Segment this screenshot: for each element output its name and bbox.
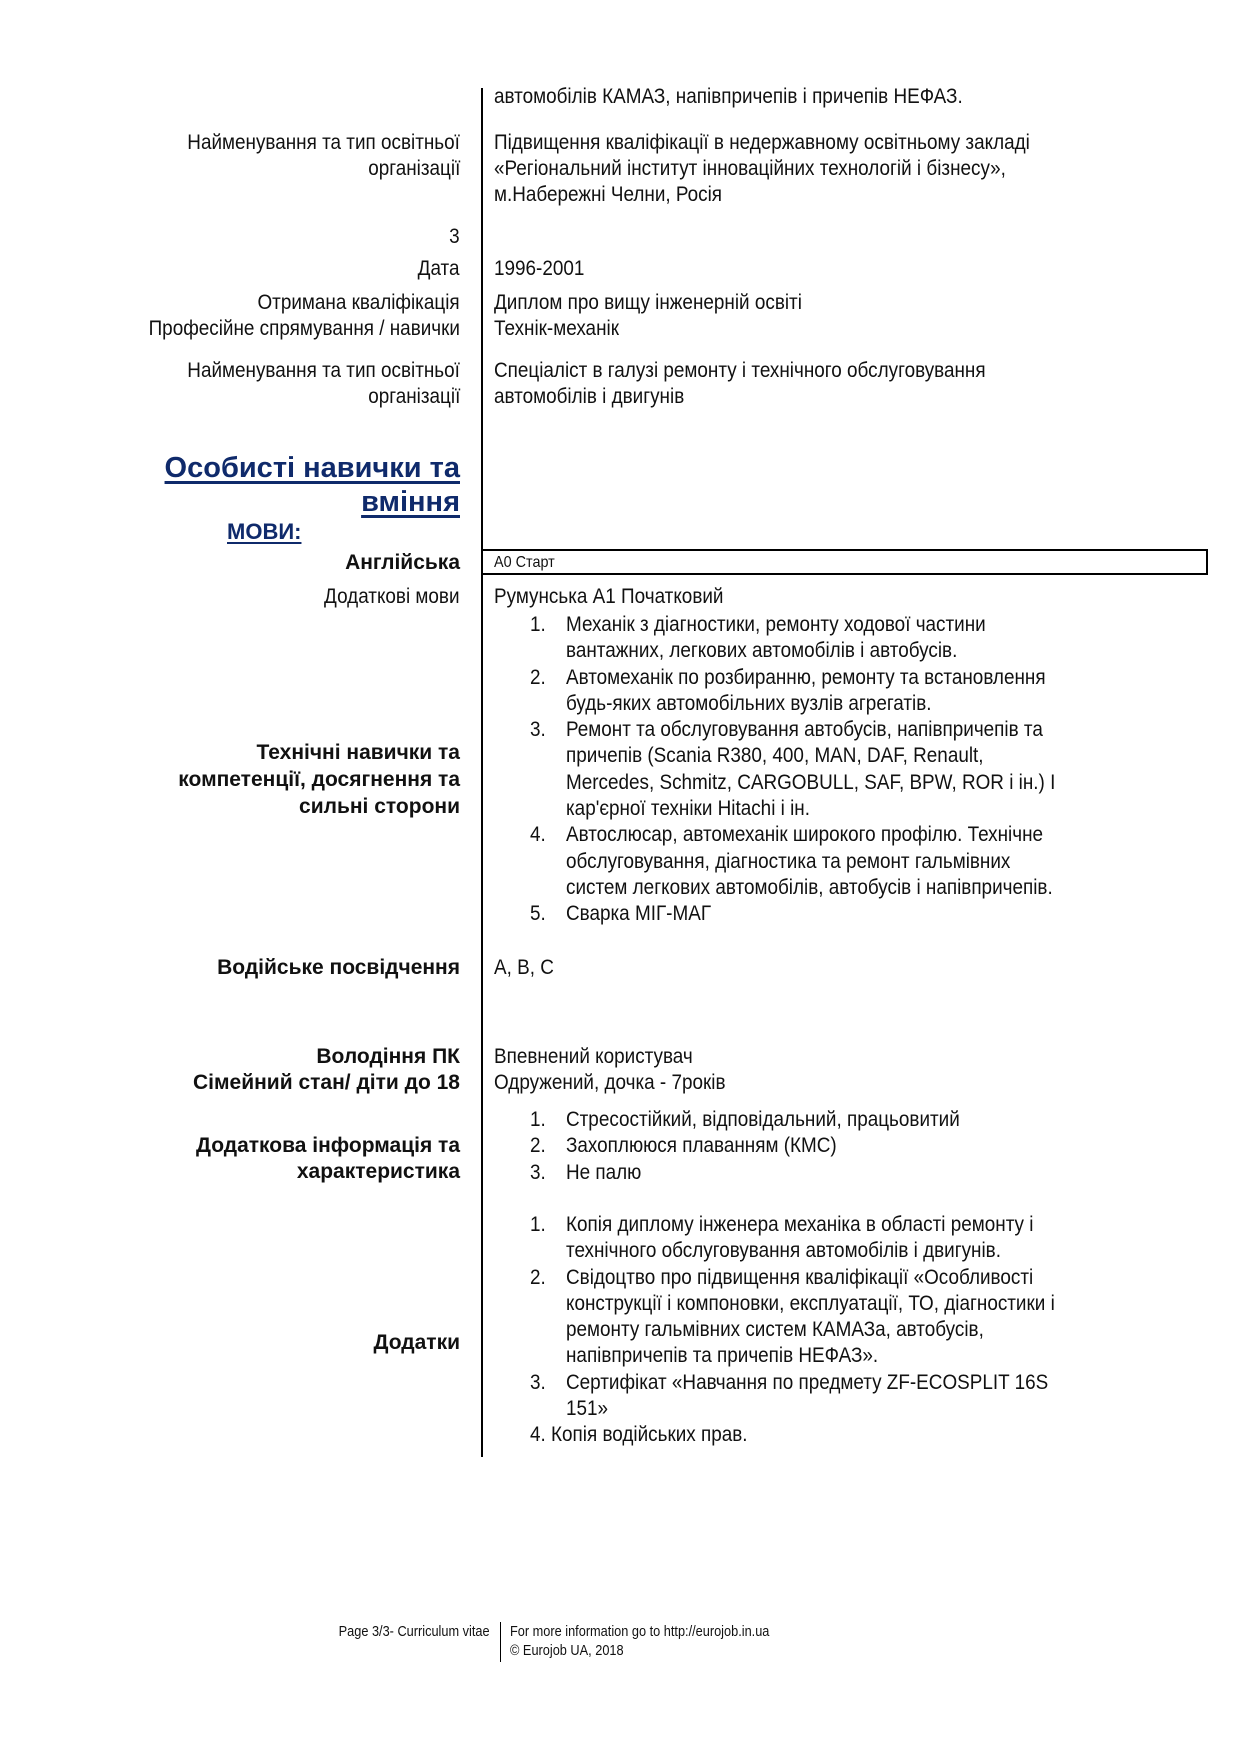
additional-languages-value: Румунська А1 Початковий bbox=[494, 585, 724, 608]
profession-label: Професійне спрямування / навички bbox=[148, 317, 460, 340]
list-item-number: 3. bbox=[530, 1160, 546, 1184]
list-item-number: 3. bbox=[530, 718, 546, 742]
education-org-value-line2: «Регіональний інститут інноваційних технологій і бізнесу», bbox=[494, 157, 1006, 180]
list-item-number: 2. bbox=[530, 1134, 546, 1158]
additional-info-label-line2: характеристика bbox=[296, 1160, 460, 1183]
additional-info-label-line1: Додаткова інформація та bbox=[196, 1134, 460, 1157]
list-item-text: Сварка МІГ-МАГ bbox=[566, 902, 712, 926]
personal-skills-heading-line2: вміння bbox=[361, 486, 460, 518]
list-item-number: 1. bbox=[530, 1108, 546, 1131]
list-item bbox=[530, 1107, 1219, 1133]
profession-value: Технік-механік bbox=[494, 317, 619, 340]
education-org-value-line3: м.Набережні Челни, Росія bbox=[494, 183, 723, 206]
list-item-number: 1. bbox=[530, 613, 546, 636]
list-item-text: Копія диплому інженера механіка в області ремонту і bbox=[566, 1213, 1034, 1236]
column-divider bbox=[481, 88, 483, 1457]
list-item bbox=[530, 612, 1219, 665]
driving-license-label: Водійське посвідчення bbox=[217, 956, 460, 979]
list-item bbox=[530, 901, 1219, 927]
pc-skills-value: Впевнений користувач bbox=[494, 1045, 693, 1068]
list-item-text: Автомеханік по розбиранню, ремонту та встановлення bbox=[566, 665, 1046, 689]
attachments-list bbox=[530, 1212, 1190, 1449]
list-item-text: ремонту гальмівних систем КАМАЗа, автобусів, bbox=[566, 1318, 984, 1342]
languages-heading: МОВИ: bbox=[227, 519, 302, 544]
list-item-text: Ремонт та обслуговування автобусів, напівпричепів та bbox=[566, 718, 1043, 742]
education-org-value-line1: Підвищення кваліфікації в недержавному освітньому закладі bbox=[494, 131, 1030, 154]
list-item-text: вантажних, легкових автомобілів і автобусів. bbox=[566, 639, 958, 663]
org-value-line2: автомобілів і двигунів bbox=[494, 385, 685, 408]
technical-skills-list bbox=[530, 612, 1190, 928]
org-label-line1: Найменування та тип освітньої bbox=[187, 359, 460, 382]
list-item-number: 3. bbox=[530, 1370, 546, 1394]
list-item-number: 5. bbox=[530, 902, 546, 926]
list-item-text: 4. Копія водійських прав. bbox=[530, 1423, 748, 1447]
footer-more-info-link[interactable]: For more information go to http://eurojob.in.ua bbox=[510, 1623, 770, 1640]
qualification-value: Диплом про вищу інженерній освіті bbox=[494, 291, 802, 314]
list-item-text: систем легкових автомобілів, автобусів і напівпричепів. bbox=[566, 875, 1053, 899]
list-item bbox=[530, 1160, 1219, 1186]
footer-right bbox=[510, 1622, 769, 1660]
english-level-box bbox=[482, 549, 1208, 575]
list-item-text: причепів (Scania R380, 400, MAN, DAF, Renault, bbox=[566, 744, 984, 768]
attachments-label: Додатки bbox=[373, 1331, 460, 1354]
footer-divider bbox=[500, 1622, 501, 1662]
list-item bbox=[530, 1133, 1219, 1159]
list-item-text: обслуговування, діагностика та ремонт гальмівних bbox=[566, 849, 1011, 873]
list-item-text: 151» bbox=[566, 1397, 609, 1421]
list-item bbox=[530, 1212, 1219, 1265]
list-item bbox=[530, 1265, 1219, 1370]
list-item-number: 2. bbox=[530, 1265, 546, 1289]
list-item-text: конструкції і компоновки, експлуатації, ТО, діагностики і bbox=[566, 1291, 1055, 1315]
personal-skills-heading-line1: Особисті навички та bbox=[164, 452, 460, 484]
org-value-line1: Спеціаліст в галузі ремонту і технічного обслуговування bbox=[494, 359, 986, 382]
list-item-text: будь-яких автомобільних вузлів агрегатів. bbox=[566, 691, 932, 715]
footer-page-info: Page 3/3- Curriculum vitae bbox=[339, 1623, 490, 1640]
additional-info-list bbox=[530, 1107, 1190, 1186]
additional-languages-label: Додаткові мови bbox=[324, 585, 460, 608]
list-item-text: Автослюсар, автомеханік широкого профілю. Технічне bbox=[566, 823, 1044, 847]
education-org-label-line1: Найменування та тип освітньої bbox=[187, 131, 460, 154]
footer-copyright: © Eurojob UA, 2018 bbox=[510, 1642, 624, 1659]
org-label-line2: організації bbox=[367, 385, 460, 408]
technical-skills-label-line2: компетенції, досягнення та bbox=[178, 768, 460, 791]
list-item-text: Стресостійкий, відповідальний, працьовитий bbox=[566, 1108, 960, 1131]
education-org-label-line2: організації bbox=[367, 157, 460, 180]
list-item-number: 4. bbox=[530, 823, 546, 847]
list-item-text: технічного обслуговування автомобілів і двигунів. bbox=[566, 1239, 1001, 1263]
list-item bbox=[530, 717, 1219, 822]
list-item-number: 1. bbox=[530, 1213, 546, 1236]
list-item-text: Механік з діагностики, ремонту ходової частини bbox=[566, 613, 986, 636]
technical-skills-label-line1: Технічні навички та bbox=[256, 741, 460, 764]
technical-skills-label-line3: сильні сторони bbox=[299, 795, 460, 818]
list-item-text: кар'єрної техніки Hitachi і ін. bbox=[566, 797, 810, 821]
date-label: Дата bbox=[418, 257, 460, 280]
education-prev-value-tail: автомобілів КАМАЗ, напівпричепів і причепів НЕФАЗ. bbox=[494, 85, 963, 108]
list-item-text: Захоплююся плаванням (КМС) bbox=[566, 1134, 837, 1158]
list-item-text: напівпричепів та причепів НЕФАЗ». bbox=[566, 1344, 879, 1368]
driving-license-value: A, B, C bbox=[494, 956, 554, 979]
list-item-number: 2. bbox=[530, 665, 546, 689]
english-label: Англійська bbox=[345, 551, 460, 574]
qualification-label: Отримана кваліфікація bbox=[257, 291, 460, 314]
pc-skills-label: Володіння ПК bbox=[316, 1045, 460, 1068]
date-value: 1996-2001 bbox=[494, 257, 585, 280]
family-status-label: Сімейний стан/ діти до 18 bbox=[192, 1071, 460, 1094]
family-status-value: Одружений, дочка - 7років bbox=[494, 1071, 726, 1094]
list-item-text: Сертифікат «Навчання по предмету ZF-ECOSPLIT 16S bbox=[566, 1370, 1049, 1394]
english-level-value: А0 Старт bbox=[494, 554, 555, 571]
list-item-text: Свідоцтво про підвищення кваліфікації «Особливості bbox=[566, 1265, 1034, 1289]
list-item-text: Не палю bbox=[566, 1160, 642, 1184]
list-item bbox=[530, 665, 1219, 718]
list-item-text: Mercedes, Schmitz, CARGOBULL, SAF, BPW, ROR і ін.) І bbox=[566, 770, 1056, 794]
list-item bbox=[530, 1422, 1183, 1448]
education-index: 3 bbox=[449, 225, 460, 248]
list-item bbox=[530, 1370, 1219, 1423]
list-item bbox=[530, 822, 1219, 901]
